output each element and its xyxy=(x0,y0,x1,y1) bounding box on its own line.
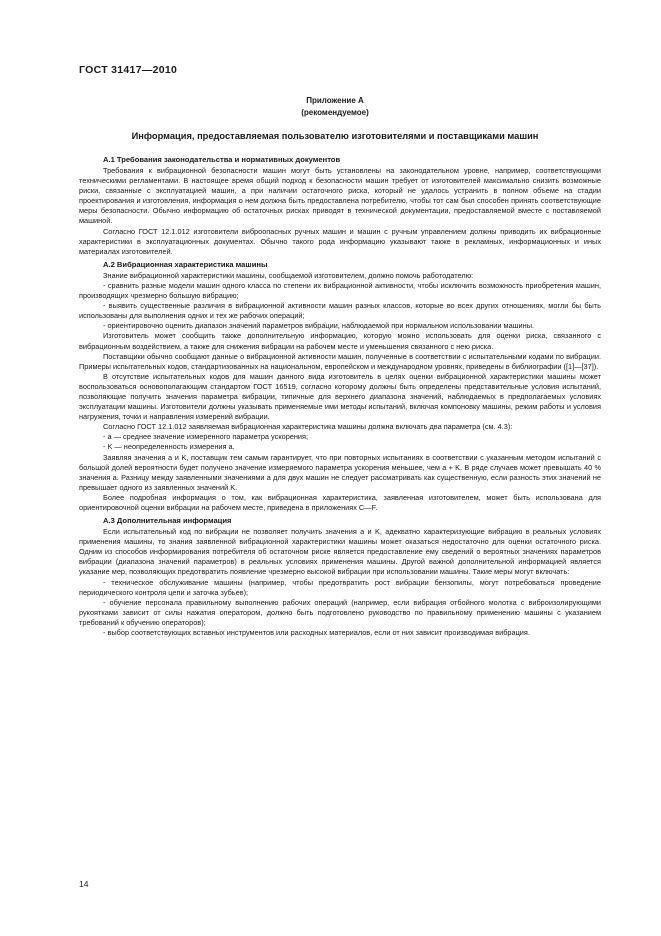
document-header: ГОСТ 31417—2010 xyxy=(79,64,178,76)
list-item: - обучение персонала правильному выполнению рабочих операций (например, если вибрация отбойного молотка с виброизолирующими рукоятками зависит от силы нажатия оператором, должно быть подготовлено руководство по правильному применению машины с указанием требований к обучению операторов); xyxy=(79,597,601,627)
page-number: 14 xyxy=(79,879,89,889)
paragraph: Более подробная информация о том, как вибрационная характеристика, заявленная изготовителем, может быть использована для ориентировочной оценки вибрации на рабочем месте, приведена в приложениях С—F. xyxy=(79,492,601,512)
paragraph: Поставщики обычно сообщают данные о вибрационной активности машин, полученные в соответствии с испытательными кодами по вибрации. Примеры испытательных кодов, стандартизованных на национальном, европейском и международном уровнях, приведены в библиографии ([1]—[37]). xyxy=(79,351,601,371)
list-item: - выявить существенные различия в вибрационной активности машин разных классов, которые во всех других отношениях, могли бы быть использованы для выполнения одних и тех же рабочих операций; xyxy=(79,301,601,321)
paragraph: Если испытательный код по вибрации не позволяет получить значения a и K, адекватно характеризующие вибрацию в реальных условиях применения машины, то знания заявленной вибрационной характеристики машины может оказаться недостаточно для оценки остаточного риска. Одним из способов информирования потребителя об остаточном риске является предоставление ему сведений о вероятных значениях параметров вибрации (диапазона значений параметров) в реальных условиях применения машины. Другой важной дополнительной информацией является указание мер, позволяющих предотвратить появление чрезмерно высокой вибрации при использовании машины. Такие меры могут включать: xyxy=(79,527,601,577)
section-heading: А.1 Требования законодательства и нормативных документов xyxy=(103,155,341,164)
annex-label: Приложение А xyxy=(306,96,364,105)
list-item: - выбор соответствующих вставных инструментов или расходных материалов, если от них зависит производимая вибрация. xyxy=(103,628,530,638)
document-body xyxy=(79,152,601,638)
paragraph: Требования к вибрационной безопасности машин могут быть установлены на законодательном уровне, например, соответствующими техническими регламентами. В настоящее время общий подход к безопасности машин требует от изготовителей максимально снизить возможные риски, связанные с эксплуатацией машин, а при наличии остаточного риска, который не удалось устранить в полном объеме на стадии проектирования и изготовления, информация о нем должна быть предоставлена потребителю, чтобы тот сам был способен принять соответствующие меры безопасности. Обычно информацию об остаточных рисках приводят в технической документации, предоставляемой вместе с поставляемой машиной. xyxy=(79,166,601,226)
list-item: - техническое обслуживание машины (например, чтобы предотвратить рост вибрации бензопилы, могут потребоваться проведение периодического контроля цепи и заточка зубьев); xyxy=(79,577,601,597)
section-heading: А.3 Дополнительная информация xyxy=(103,516,232,526)
paragraph: Заявляя значения a и K, поставщик тем самым гарантирует, что при повторных испытаниях в соответствии с указанным методом испытаний с большой долей вероятности будет получено значение измеряемого параметра ускорения меньшее, чем a + K. В ряде случаев может превышать 40 % значения a. Разницу между заявленными значениями a для двух машин не следует рассматривать как существенную, если разность этих значений не превышает одного из заявленных значений K. xyxy=(79,452,601,492)
paragraph: Знание вибрационной характеристики машины, сообщаемой изготовителем, должно помочь работодателю: xyxy=(103,270,474,280)
annex-block xyxy=(79,95,591,119)
list-item: - сравнить разные модели машин одного класса по степени их вибрационной активности, чтобы исключить возможность приобретения машин, производящих чрезмерно большую вибрацию; xyxy=(79,280,601,301)
annex-title: Информация, предоставляемая пользователю изготовителями и поставщиками машин xyxy=(131,131,539,141)
list-item: - K — неопределенность измерения a. xyxy=(103,442,235,452)
paragraph: Согласно ГОСТ 12.1.012 заявляемая вибрационная характеристика машины должна включать два параметра (см. 4.3): xyxy=(103,422,513,432)
section-heading: А.2 Вибрационная характеристика машины xyxy=(103,259,268,269)
list-item: - a — среднее значение измеренного параметра ускорения; xyxy=(103,432,309,442)
annex-status: (рекомендуемое) xyxy=(301,108,369,117)
paragraph: Согласно ГОСТ 12.1.012 изготовители виброопасных ручных машин и машин с ручным управлением должны приводить их вибрационные характеристики в эксплуатационных документах. Обычно такого рода информацию указывают также в рекламных, информационных и иных материалах изготовителей. xyxy=(79,226,601,256)
paragraph: В отсутствие испытательных кодов для машин данного вида изготовитель в целях оценки вибрационной характеристики машины может воспользоваться основополагающим стандартом ГОСТ 16519, согласно которому должны быть определены представительные условия испытаний, позволяющие получить значения параметра вибрации, типичные для верхнего диапазона значений, наблюдаемых в предполагаемых условиях эксплуатации машины. Изготовители должны указывать применяемые ими методы испытаний, включая компоновку машины, режим работы и условия нагружения, точки и направления измерений вибрации. xyxy=(79,371,601,422)
list-item: - ориентировочно оценить диапазон значений параметров вибрации, наблюдаемой при нормальном использовании машины. xyxy=(103,321,535,331)
paragraph: Изготовитель может сообщить также дополнительную информацию, которую можно использовать для оценки риска, связанного с вибрационным воздействием, а также для снижения вибрации на рабочем месте и уменьшения связанного с нею риска. xyxy=(79,331,601,351)
